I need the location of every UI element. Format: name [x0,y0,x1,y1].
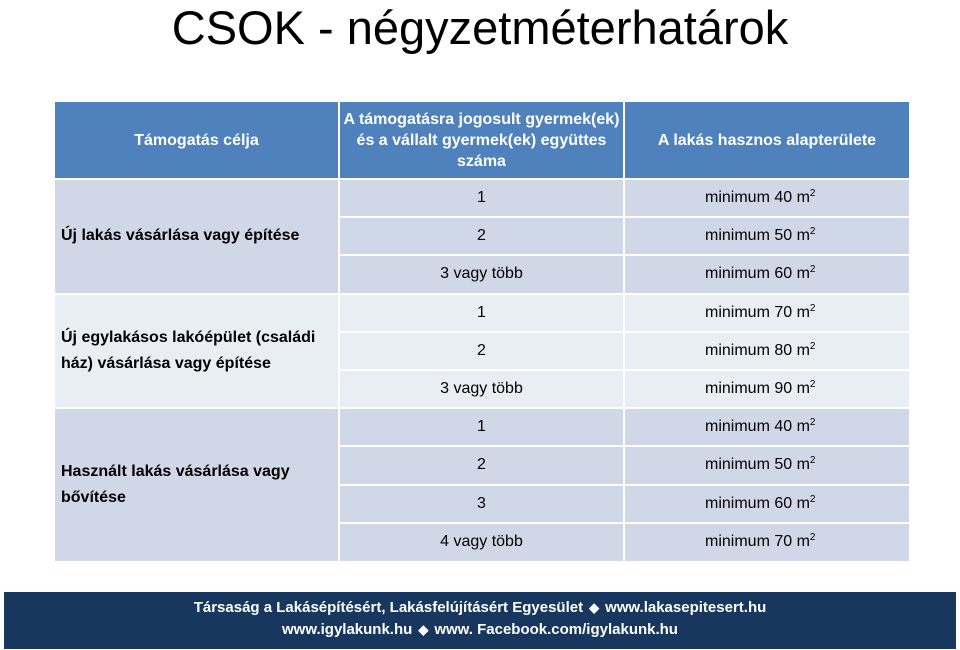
area-cell [624,332,910,370]
area-cell [624,523,910,562]
area-value: minimum 70 m [705,303,810,321]
footer-link-lakasepitesert[interactable]: www.lakasepitesert.hu [605,599,767,616]
area-cell [624,370,910,408]
footer-line-2 [4,619,956,641]
group-label: Használt lakás vásárlása vagy bővítése [54,408,339,562]
area-value: minimum 60 m [705,494,810,512]
header-children-count: A támogatásra jogosult gyermek(ek) és a vállalt gyermek(ek) együttes száma [339,101,624,179]
area-cell [624,485,910,523]
diamond-icon: ◆ [589,600,600,615]
children-cell: 1 [339,408,624,446]
area-exponent: 2 [809,532,816,544]
page-title: CSOK - négyzetméterhatárok [171,1,789,54]
children-cell: 2 [339,217,624,255]
children-cell: 2 [339,446,624,484]
area-cell [624,294,910,332]
area-value: minimum 90 m [705,380,810,398]
area-exponent: 2 [809,379,816,391]
area-limits-table [53,100,911,563]
table-row [54,408,910,446]
area-value: minimum 60 m [705,265,810,283]
area-exponent: 2 [809,455,816,467]
header-floor-area: A lakás hasznos alapterülete [624,101,910,179]
children-cell: 2 [339,332,624,370]
group-label: Új egylakásos lakóépület (családi ház) vásárlása vagy építése [54,294,339,409]
header-purpose: Támogatás célja [54,101,339,179]
area-value: minimum 50 m [705,227,810,245]
table-row [54,294,910,332]
children-cell: 4 vagy több [339,523,624,562]
area-cell [624,446,910,484]
footer-bar [4,592,956,649]
children-cell: 3 vagy több [339,370,624,408]
area-exponent: 2 [809,302,816,314]
area-exponent: 2 [809,188,816,200]
area-exponent: 2 [809,226,816,238]
children-cell: 1 [339,294,624,332]
group-label: Új lakás vásárlása vagy építése [54,179,339,294]
area-exponent: 2 [809,493,816,505]
area-cell [624,255,910,293]
area-value: minimum 40 m [705,189,810,207]
area-value: minimum 80 m [705,341,810,359]
area-value: minimum 40 m [705,418,810,436]
area-exponent: 2 [809,264,816,276]
footer-line-1 [4,597,956,619]
area-exponent: 2 [809,417,816,429]
children-cell: 1 [339,179,624,217]
table-row [54,179,910,217]
diamond-icon: ◆ [418,622,429,637]
area-cell [624,408,910,446]
area-cell [624,217,910,255]
area-cell [624,179,910,217]
children-cell: 3 vagy több [339,255,624,293]
footer-link-igylakunk[interactable]: www.igylakunk.hu [282,621,413,638]
children-cell: 3 [339,485,624,523]
area-value: minimum 70 m [705,533,810,551]
footer-org-name: Társaság a Lakásépítésért, Lakásfelújításért Egyesület [193,599,584,616]
footer-link-facebook[interactable]: www. Facebook.com/igylakunk.hu [434,621,678,638]
area-exponent: 2 [809,340,816,352]
area-value: minimum 50 m [705,456,810,474]
